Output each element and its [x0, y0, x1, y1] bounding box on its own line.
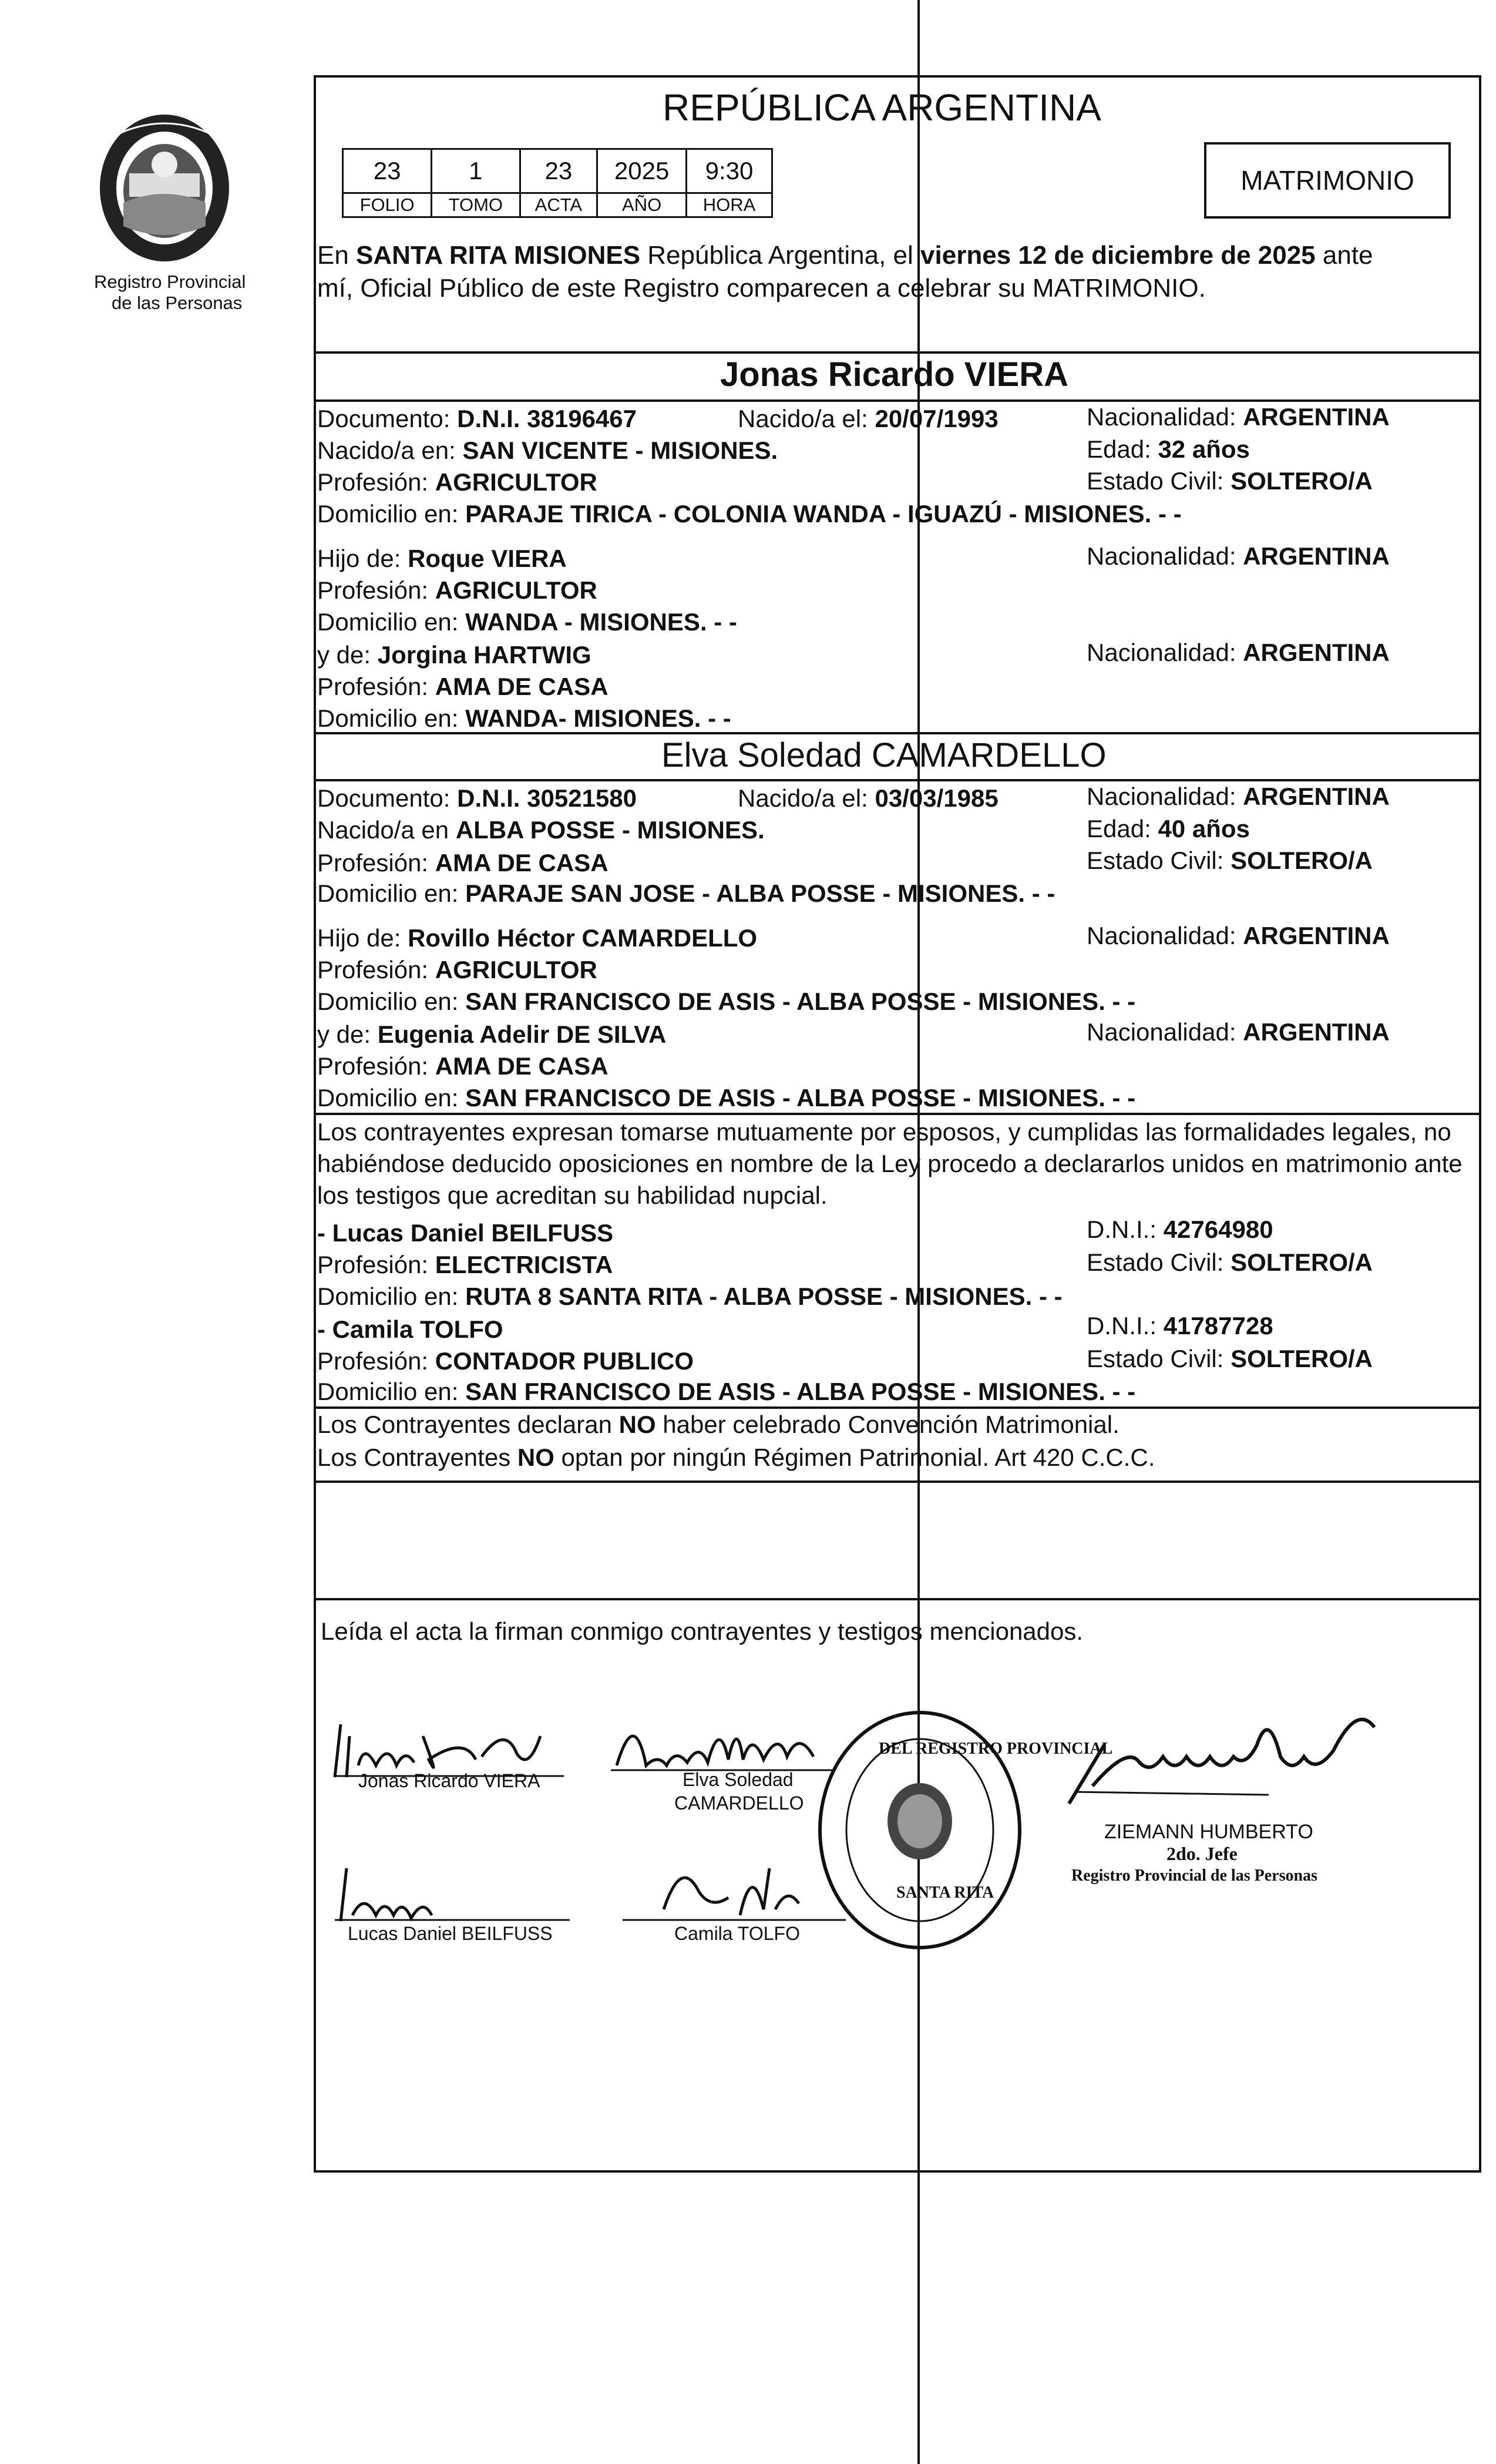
groom-place-row	[317, 436, 778, 465]
witness2-prof-row	[317, 1347, 694, 1376]
witness1-prof-label: Profesión:	[317, 1251, 435, 1278]
convention-line-1	[317, 1410, 1120, 1439]
witness2-dom: SAN FRANCISCO DE ASIS - ALBA POSSE - MISIONES. - -	[465, 1378, 1136, 1405]
folio-value: 23	[343, 149, 432, 193]
convention-2a: Los Contrayentes	[317, 1444, 517, 1471]
groom-father-row	[317, 544, 567, 573]
province-seal-icon	[88, 109, 241, 267]
bride-prof-label: Profesión:	[317, 849, 435, 877]
groom-father-dom-row	[317, 607, 737, 637]
groom-father-nat-label: Nacionalidad:	[1087, 542, 1243, 570]
intro-line-1	[317, 241, 1373, 270]
intro-text-b: República Argentina, el	[640, 241, 921, 270]
witness1-signature-label: Lucas Daniel BEILFUSS	[348, 1923, 553, 1944]
bride-civil-label: Estado Civil:	[1087, 847, 1231, 874]
record-table	[342, 148, 773, 218]
convention-1b: NO	[618, 1411, 656, 1438]
bride-mother-nat-label: Nacionalidad:	[1087, 1018, 1243, 1046]
logo-caption-2: de las Personas	[112, 293, 243, 313]
act-type-box	[1204, 142, 1451, 219]
groom-signature-label: Jonas Ricardo VIERA	[358, 1770, 540, 1791]
groom-mother-prof: AMA DE CASA	[435, 673, 609, 700]
officer-signature	[1057, 1674, 1386, 1815]
convention-2b: NO	[517, 1444, 554, 1471]
groom-mother-dom-label: Domicilio en:	[317, 704, 466, 732]
bride-dom-row	[317, 879, 1055, 908]
officer-office: Registro Provincial de las Personas	[1071, 1867, 1317, 1885]
witness1-prof: ELECTRICISTA	[435, 1251, 613, 1278]
registry-seal	[808, 1704, 1113, 1956]
bride-mother-label: y de:	[317, 1020, 378, 1048]
officer-name: ZIEMANN HUMBERTO	[1104, 1821, 1313, 1843]
divider-1	[314, 351, 1481, 354]
bride-civil: SOLTERO/A	[1231, 847, 1373, 874]
bride-father-nat-row	[1087, 921, 1390, 951]
groom-nat-row	[1087, 402, 1390, 432]
logo-caption-1: Registro Provincial	[94, 271, 246, 292]
declaration-line-2: habiéndose deducido oposiciones en nombre de la Ley procedo a declararlos unidos en matrimonio ante	[317, 1150, 1463, 1177]
divider-4	[314, 779, 1481, 781]
witness2-civil-row	[1087, 1344, 1373, 1374]
groom-father-prof-label: Profesión:	[317, 576, 435, 604]
groom-place-label: Nacido/a en:	[317, 437, 463, 464]
groom-father-prof-row	[317, 576, 597, 605]
witness2-dni-row	[1087, 1311, 1273, 1341]
groom-mother-nat: ARGENTINA	[1243, 639, 1390, 666]
groom-prof-label: Profesión:	[317, 468, 435, 496]
witness2-name: - Camila TOLFO	[317, 1315, 503, 1343]
witness2-dom-label: Domicilio en:	[317, 1378, 466, 1405]
divider-8	[314, 1598, 1481, 1600]
groom-civil-row	[1087, 466, 1373, 496]
tomo-label: TOMO	[432, 193, 520, 217]
witness1-dom-label: Domicilio en:	[317, 1283, 466, 1310]
groom-age: 32 años	[1158, 435, 1250, 463]
convention-1a: Los Contrayentes declaran	[317, 1411, 619, 1438]
groom-father-nat: ARGENTINA	[1243, 542, 1390, 570]
groom-father-label: Hijo de:	[317, 545, 408, 572]
groom-age-label: Edad:	[1087, 435, 1158, 463]
bride-nat: ARGENTINA	[1243, 783, 1390, 810]
intro-place: SANTA RITA MISIONES	[356, 241, 641, 270]
bride-father-prof-row	[317, 955, 597, 985]
bride-born-row	[738, 784, 999, 813]
bride-born: 03/03/1985	[875, 784, 999, 812]
witness2-prof: CONTADOR PUBLICO	[435, 1347, 694, 1375]
bride-place-label: Nacido/a en	[317, 816, 456, 844]
groom-born-row	[738, 404, 999, 434]
groom-nat-label: Nacionalidad:	[1087, 403, 1243, 431]
bride-father: Rovillo Héctor CAMARDELLO	[408, 924, 758, 952]
witness2-civil-label: Estado Civil:	[1087, 1345, 1231, 1372]
groom-prof-row	[317, 468, 597, 497]
witness1-dni-label: D.N.I.:	[1087, 1216, 1164, 1243]
divider-6	[314, 1406, 1481, 1409]
bride-mother-prof-row	[317, 1052, 609, 1081]
divider-7	[314, 1481, 1481, 1483]
groom-mother-prof-label: Profesión:	[317, 673, 435, 700]
groom-mother-nat-label: Nacionalidad:	[1087, 639, 1243, 666]
seal-bottom-text: SANTA RITA	[896, 1884, 994, 1902]
witness1-civil-row	[1087, 1248, 1373, 1277]
bride-age-label: Edad:	[1087, 815, 1158, 842]
bride-mother-prof: AMA DE CASA	[435, 1052, 609, 1080]
bride-doc: D.N.I. 30521580	[457, 784, 637, 812]
groom-father: Roque VIERA	[408, 545, 567, 572]
bride-signature	[611, 1695, 834, 1777]
bride-father-label: Hijo de:	[317, 924, 408, 952]
hora-label: HORA	[687, 193, 772, 217]
groom-father-dom: WANDA - MISIONES. - -	[465, 608, 737, 636]
witness1-dom: RUTA 8 SANTA RITA - ALBA POSSE - MISIONES. - -	[465, 1283, 1063, 1310]
witness2-dni: 41787728	[1163, 1312, 1273, 1340]
witness1-name: - Lucas Daniel BEILFUSS	[317, 1219, 614, 1247]
groom-mother-row	[317, 640, 591, 670]
intro-text-c: ante	[1315, 241, 1373, 270]
bride-born-label: Nacido/a el:	[738, 784, 875, 812]
groom-civil-label: Estado Civil:	[1087, 467, 1231, 495]
bride-nat-row	[1087, 782, 1390, 811]
groom-mother-prof-row	[317, 672, 609, 701]
bride-age-row	[1087, 814, 1250, 844]
bride-civil-row	[1087, 846, 1373, 875]
witness1-dom-row	[317, 1282, 1063, 1311]
groom-doc-row	[317, 404, 637, 434]
bride-father-prof: AGRICULTOR	[435, 956, 597, 983]
bride-place-row	[317, 815, 765, 845]
bride-mother-nat: ARGENTINA	[1243, 1018, 1390, 1046]
groom-name: Jonas Ricardo VIERA	[720, 355, 1069, 394]
witness1-dni: 42764980	[1163, 1216, 1273, 1243]
groom-place: SAN VICENTE - MISIONES.	[462, 437, 778, 464]
bride-father-row	[317, 924, 757, 953]
bride-father-dom-label: Domicilio en:	[317, 988, 466, 1015]
page-title: REPÚBLICA ARGENTINA	[663, 86, 1101, 129]
groom-prof: AGRICULTOR	[435, 468, 597, 496]
declaration-line-1: Los contrayentes expresan tomarse mutuamente por esposos, y cumplidas las formalidades legales, no	[317, 1118, 1451, 1146]
witness1-civil: SOLTERO/A	[1231, 1248, 1373, 1276]
witness2-civil: SOLTERO/A	[1231, 1345, 1373, 1372]
intro-line-2: mí, Oficial Público de este Registro comparecen a celebrar su MATRIMONIO.	[317, 274, 1206, 303]
witness2-dni-label: D.N.I.:	[1087, 1312, 1164, 1340]
folio-label: FOLIO	[343, 193, 432, 217]
bride-signature-label-1: Elva Soledad	[683, 1769, 794, 1790]
bride-mother-dom-label: Domicilio en:	[317, 1084, 466, 1112]
bride-prof: AMA DE CASA	[435, 849, 609, 877]
seal-ring-text: DEL REGISTRO PROVINCIAL	[879, 1740, 1113, 1758]
bride-father-nat-label: Nacionalidad:	[1087, 922, 1243, 949]
ano-value: 2025	[597, 149, 687, 193]
bride-doc-label: Documento:	[317, 784, 458, 812]
divider-2	[314, 400, 1481, 402]
groom-father-dom-label: Domicilio en:	[317, 608, 466, 636]
bride-mother-dom: SAN FRANCISCO DE ASIS - ALBA POSSE - MISIONES. - -	[465, 1084, 1136, 1112]
officer-title: 2do. Jefe	[1166, 1843, 1238, 1864]
bride-father-dom-row	[317, 987, 1135, 1016]
groom-dom: PARAJE TIRICA - COLONIA WANDA - IGUAZÚ - MISIONES. - -	[465, 500, 1182, 528]
act-type: MATRIMONIO	[1240, 165, 1414, 196]
witness2-dom-row	[317, 1377, 1135, 1406]
groom-father-nat-row	[1087, 542, 1390, 571]
bride-father-dom: SAN FRANCISCO DE ASIS - ALBA POSSE - MISIONES. - -	[465, 988, 1136, 1015]
province-logo	[88, 109, 241, 267]
witness1-signature	[329, 1857, 576, 1927]
ano-label: AÑO	[597, 193, 687, 217]
intro-date: viernes 12 de diciembre de 2025	[920, 241, 1316, 270]
bride-dom: PARAJE SAN JOSE - ALBA POSSE - MISIONES. - -	[465, 879, 1055, 907]
groom-mother: Jorgina HARTWIG	[377, 641, 591, 669]
groom-father-prof: AGRICULTOR	[435, 576, 597, 604]
groom-civil: SOLTERO/A	[1231, 467, 1373, 495]
groom-born-label: Nacido/a el:	[738, 405, 875, 432]
bride-mother-nat-row	[1087, 1018, 1390, 1047]
convention-1c: haber celebrado Convención Matrimonial.	[655, 1411, 1120, 1438]
bride-doc-row	[317, 784, 637, 813]
groom-doc: D.N.I. 38196467	[457, 405, 637, 432]
groom-doc-label: Documento:	[317, 405, 458, 432]
witness1-prof-row	[317, 1250, 613, 1280]
divider-3	[314, 732, 1481, 734]
witness1-dni-row	[1087, 1215, 1273, 1244]
bride-mother-dom-row	[317, 1083, 1135, 1113]
groom-mother-nat-row	[1087, 638, 1390, 667]
bride-father-prof-label: Profesión:	[317, 956, 435, 983]
groom-mother-dom: WANDA- MISIONES. - -	[465, 704, 731, 732]
closing-text: Leída el acta la firman conmigo contrayentes y testigos mencionados.	[321, 1617, 1084, 1645]
witness2-signature-label: Camila TOLFO	[674, 1923, 800, 1944]
bride-signature-label-2: CAMARDELLO	[674, 1792, 804, 1814]
bride-dom-label: Domicilio en:	[317, 879, 466, 907]
intro-text-a: En	[317, 241, 357, 270]
groom-dom-label: Domicilio en:	[317, 500, 466, 528]
tomo-value: 1	[432, 149, 520, 193]
groom-dom-row	[317, 499, 1182, 529]
groom-age-row	[1087, 435, 1250, 464]
hora-value: 9:30	[687, 149, 772, 193]
groom-mother-label: y de:	[317, 641, 378, 669]
acta-value: 23	[520, 149, 597, 193]
bride-place: ALBA POSSE - MISIONES.	[455, 816, 765, 844]
bride-father-nat: ARGENTINA	[1243, 922, 1390, 949]
bride-nat-label: Nacionalidad:	[1087, 783, 1243, 810]
bride-mother-prof-label: Profesión:	[317, 1052, 435, 1080]
bride-name: Elva Soledad CAMARDELLO	[661, 736, 1107, 774]
declaration-line-3: los testigos que acreditan su habilidad nupcial.	[317, 1181, 828, 1209]
groom-nat: ARGENTINA	[1243, 403, 1390, 431]
acta-label: ACTA	[520, 193, 597, 217]
witness1-civil-label: Estado Civil:	[1087, 1248, 1231, 1276]
groom-born: 20/07/1993	[875, 405, 999, 432]
bride-mother-row	[317, 1020, 666, 1049]
bride-age: 40 años	[1158, 815, 1250, 842]
convention-line-2	[317, 1443, 1155, 1472]
divider-5	[314, 1113, 1481, 1115]
convention-2c: optan por ningún Régimen Patrimonial. Art 420 C.C.C.	[554, 1444, 1155, 1471]
bride-prof-row	[317, 848, 609, 878]
groom-mother-dom-row	[317, 704, 731, 733]
bride-mother: Eugenia Adelir DE SILVA	[377, 1020, 667, 1048]
witness2-prof-label: Profesión:	[317, 1347, 435, 1375]
